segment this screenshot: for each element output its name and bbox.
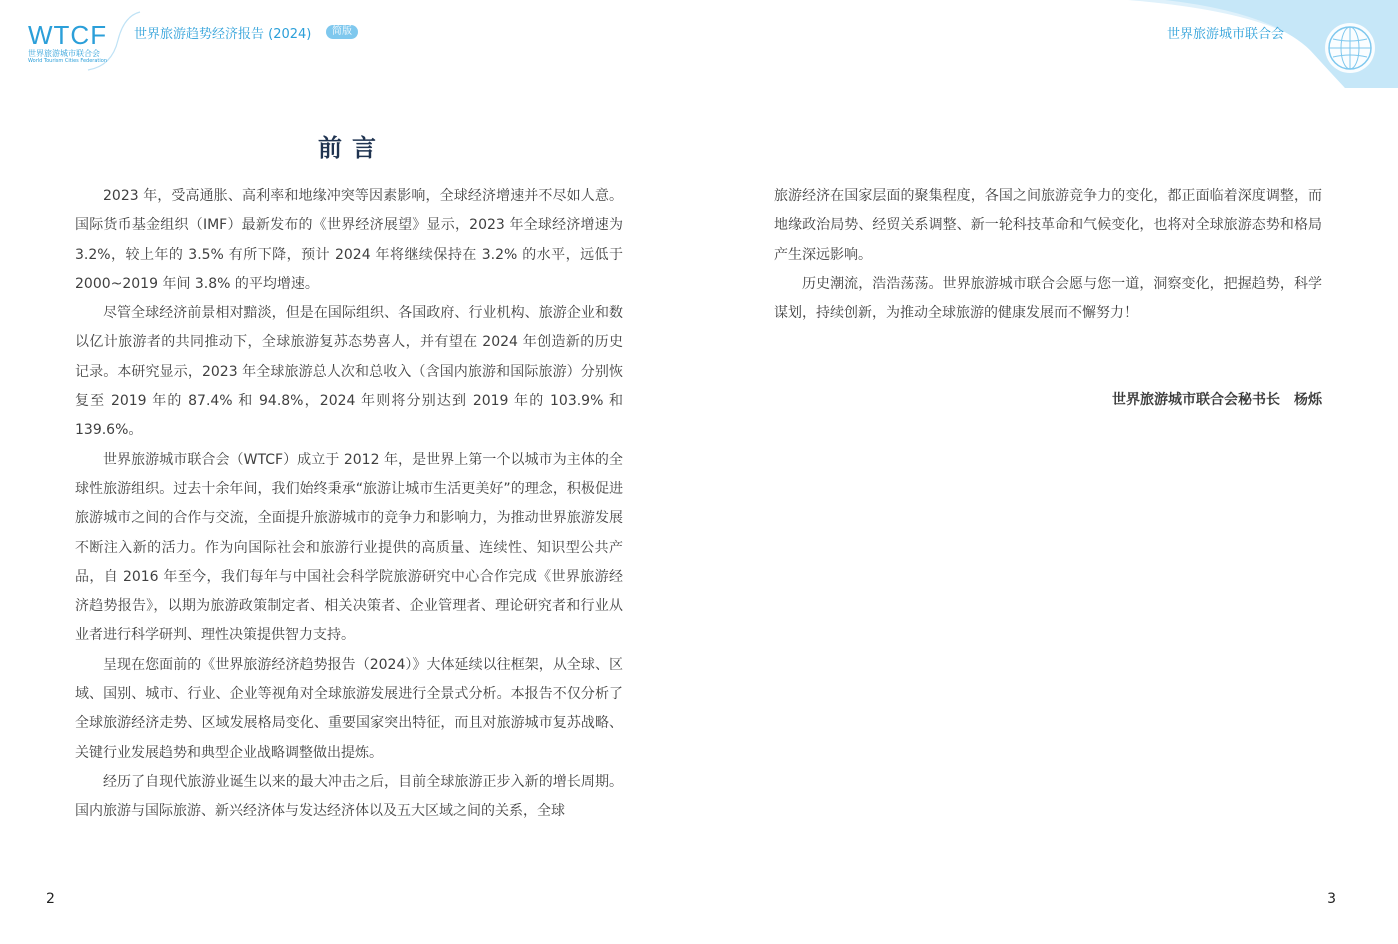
signature: 世界旅游城市联合会秘书长 杨烁 <box>1112 392 1322 408</box>
paragraph: 历史潮流，浩浩荡荡。世界旅游城市联合会愿与您一道，洞察变化，把握趋势，科学谋划，持续创新，为推动全球旅游的健康发展而不懈努力！ <box>774 275 1322 322</box>
report-title: 世界旅游趋势经济报告 (2024) <box>134 27 312 42</box>
page-number-left: 2 <box>46 891 55 907</box>
edition-badge: 简版 <box>326 25 358 39</box>
header-decoration <box>0 0 1398 100</box>
left-column <box>75 182 623 827</box>
right-column <box>774 182 1322 328</box>
paragraph: 呈现在您面前的《世界旅游经济趋势报告（2024）》大体延续以往框架，从全球、区域、国别、城市、行业、企业等视角对全球旅游发展进行全景式分析。本报告不仅分析了全球旅游经济走势、区域发展格局变化、重要国家突出特征，而且对旅游城市复苏战略、关键行业发展趋势和典型企业战略调整做出提炼。 <box>75 656 623 761</box>
org-name: 世界旅游城市联合会 <box>1166 27 1284 42</box>
paragraph: 尽管全球经济前景相对黯淡，但是在国际组织、各国政府、行业机构、旅游企业和数以亿计旅游者的共同推动下，全球旅游复苏态势喜人，并有望在 2024 年创造新的历史记录。本研究显示，2023 年全球旅游总人次和总收入（含国内旅游和国际旅游）分别恢复至 2019 年的 87.4% 和 94.8%，2024 年则将分别达到 2019 年的 103.9% 和 139.6%。 <box>75 305 623 439</box>
logo-subtitle-cn: 世界旅游城市联合会 <box>28 49 100 58</box>
paragraph: 2023 年，受高通胀、高利率和地缘冲突等因素影响，全球经济增速并不尽如人意。国际货币基金组织（IMF）最新发布的《世界经济展望》显示，2023 年全球经济增速为 3.2%，较上年的 3.5% 有所下降，预计 2024 年将继续保持在 3.2% 的水平，远低于 2000~2019 年间 3.8% 的平均增速。 <box>75 188 623 292</box>
globe-logo-icon <box>1324 22 1376 74</box>
paragraph-continuation: 旅游经济在国家层面的聚集程度，各国之间旅游竞争力的变化，都正面临着深度调整，而地缘政治局势、经贸关系调整、新一轮科技革命和气候变化，也将对全球旅游态势和格局产生深远影响。 <box>774 188 1322 263</box>
paragraph: 经历了自现代旅游业诞生以来的最大冲击之后，目前全球旅游正步入新的增长周期。国内旅游与国际旅游、新兴经济体与发达经济体以及五大区域之间的关系，全球 <box>75 773 623 820</box>
page-heading: 前言 <box>318 134 386 162</box>
wtcf-logo <box>22 16 132 74</box>
page-number-right: 3 <box>1327 891 1336 907</box>
paragraph: 世界旅游城市联合会（WTCF）成立于 2012 年，是世界上第一个以城市为主体的全球性旅游组织。过去十余年间，我们始终秉承“旅游让城市生活更美好”的理念，积极促进旅游城市之间的合作与交流，全面提升旅游城市的竞争力和影响力，为推动世界旅游发展不断注入新的活力。作为向国际社会和旅游行业提供的高质量、连续性、知识型公共产品，自 2016 年至今，我们每年与中国社会科学院旅游研究中心合作完成《世界旅游经济趋势报告》，以期为旅游政策制定者、相关决策者、企业管理者、理论研究者和行业从业者进行科学研判、理性决策提供智力支持。 <box>75 451 623 644</box>
logo-subtitle-en: World Tourism Cities Federation <box>28 58 107 64</box>
logo-text: WTCF <box>28 20 108 50</box>
